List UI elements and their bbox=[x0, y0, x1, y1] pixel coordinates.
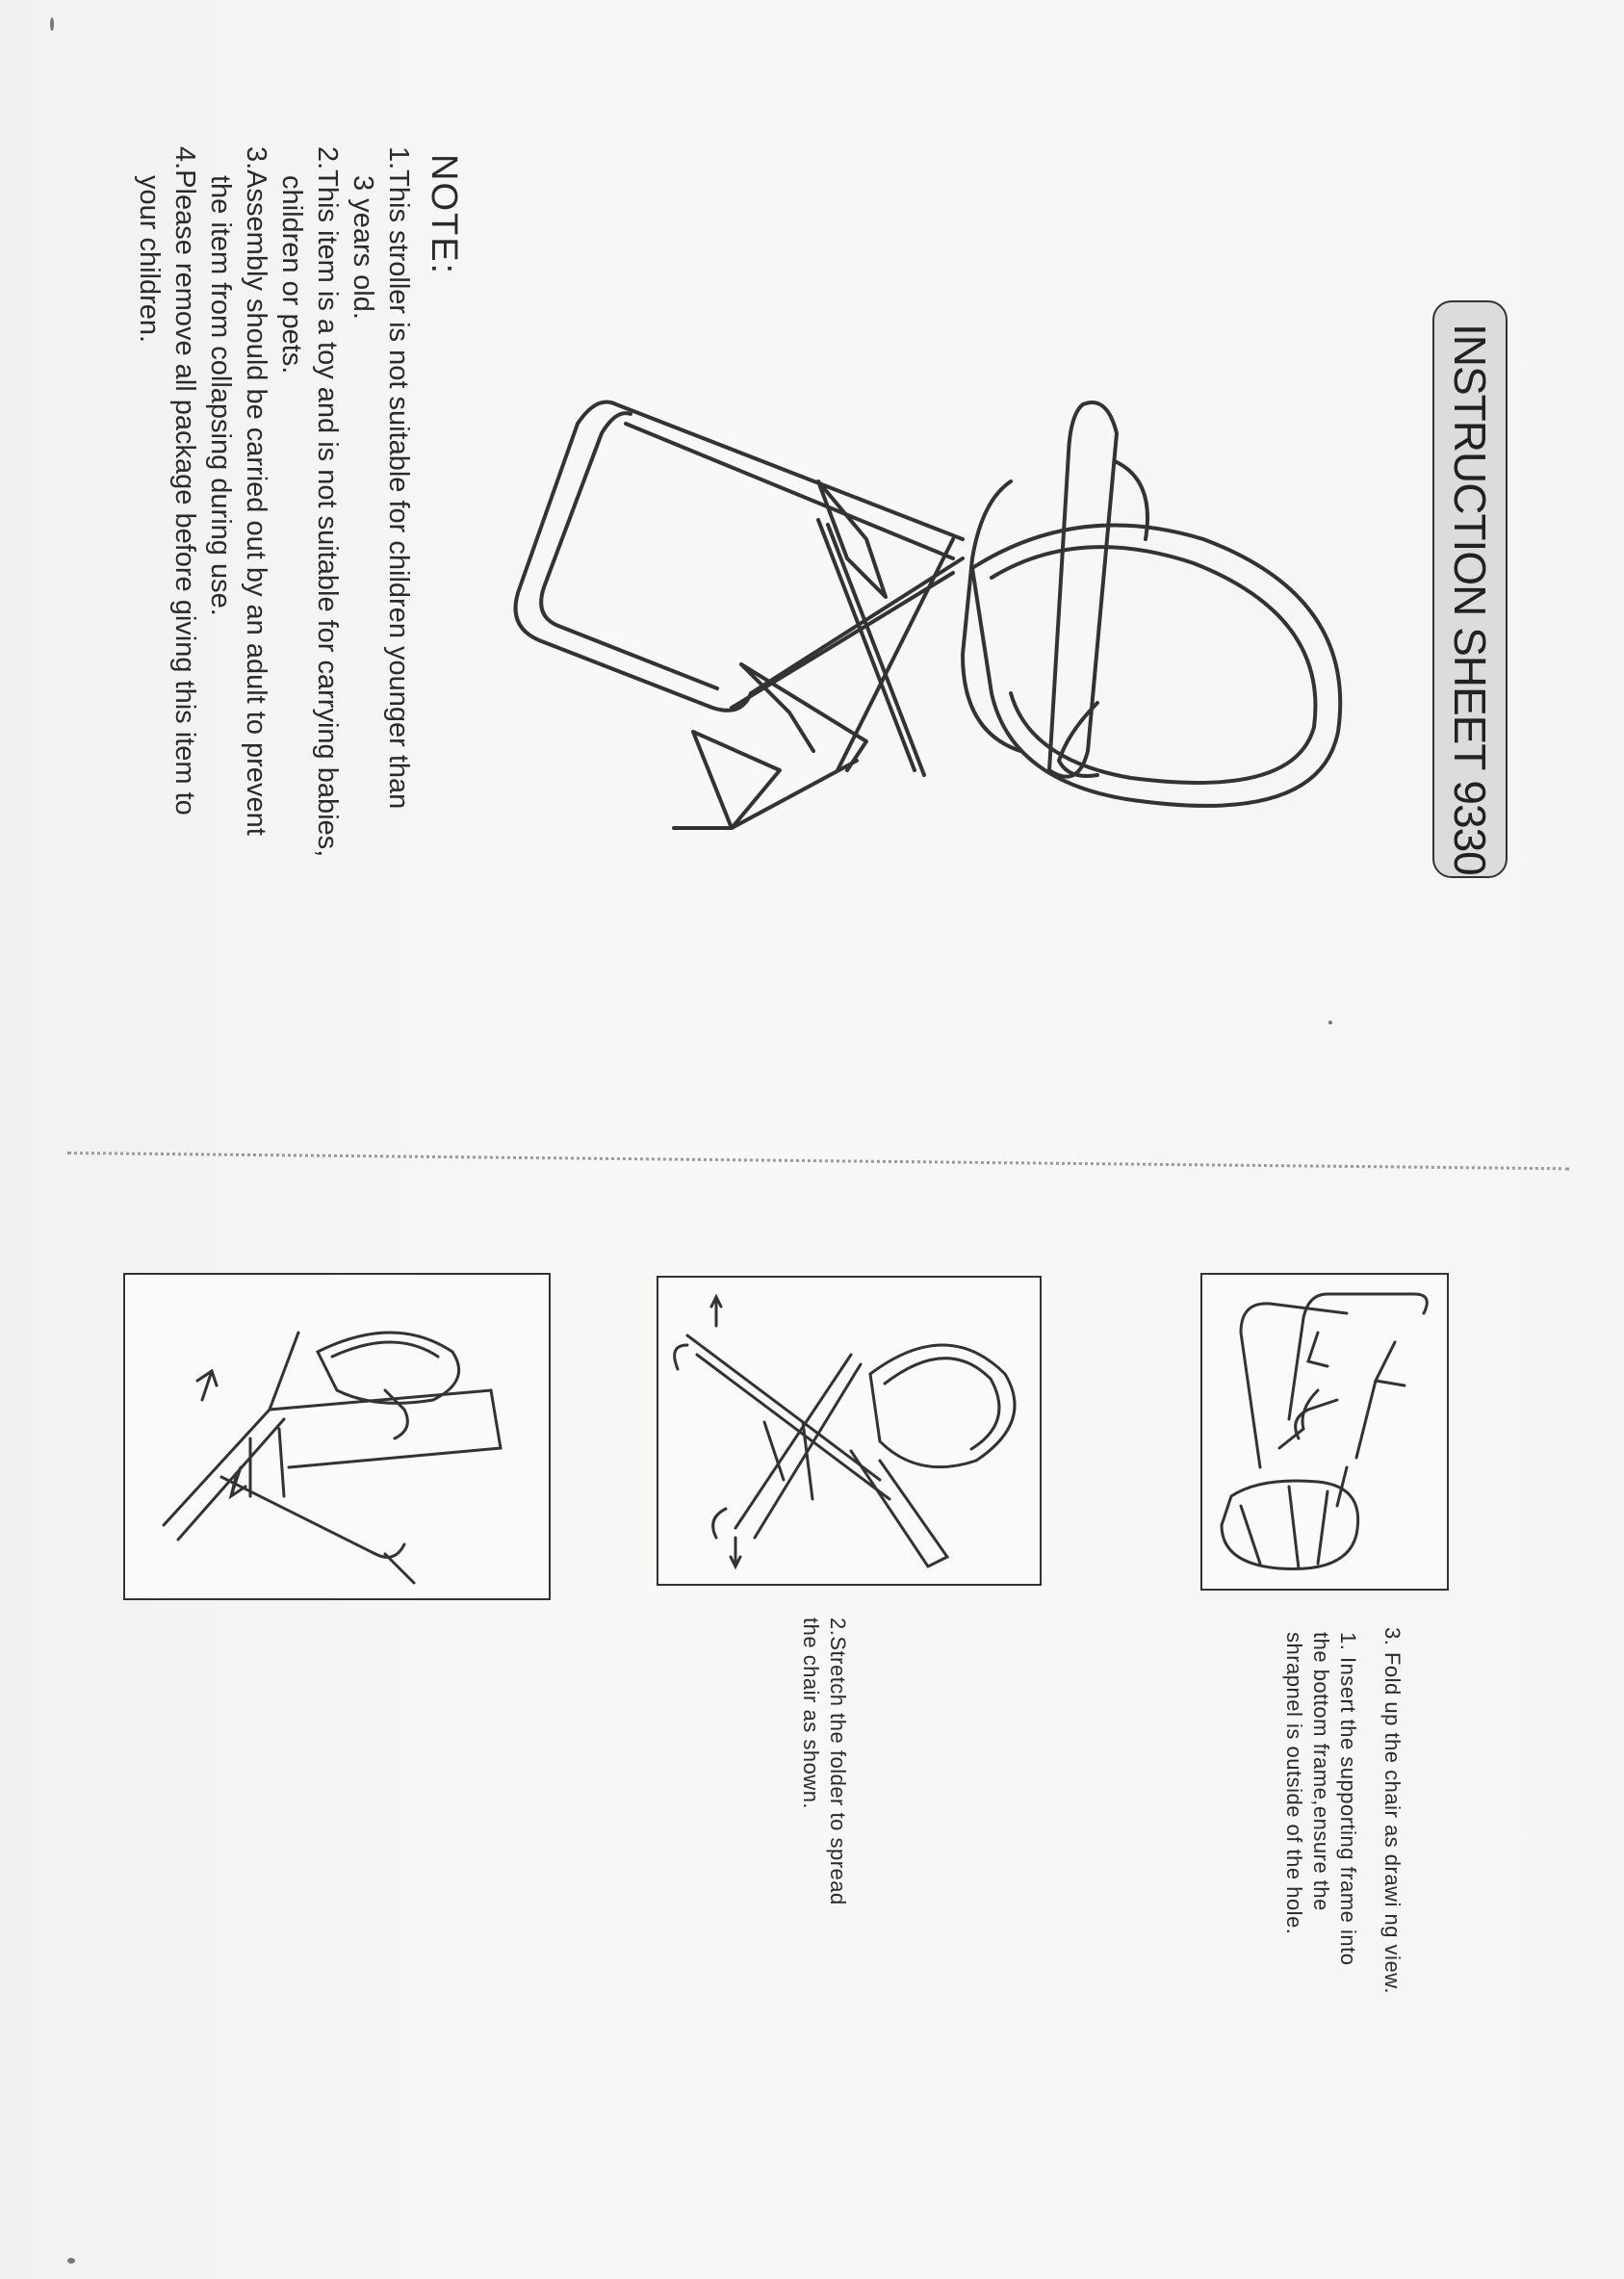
paper-speck bbox=[67, 2258, 75, 2264]
step3-line: 3. Fold up the chair as drawi ng view. bbox=[1380, 1627, 1405, 1994]
note-item: your children. bbox=[134, 175, 165, 344]
note-item: 1.This stroller is not suitable for children younger than bbox=[383, 146, 414, 810]
step1-figure bbox=[1200, 1273, 1449, 1591]
note-item: the item from collapsing during use. bbox=[205, 175, 236, 616]
paper-speck bbox=[50, 17, 54, 31]
note-item: 2.This item is a toy and is not suitable for carrying babies, bbox=[312, 146, 343, 858]
step2-figure bbox=[657, 1276, 1042, 1586]
step3-figure bbox=[123, 1273, 551, 1600]
paper-speck bbox=[1328, 1021, 1332, 1024]
step1-line: 1. Insert the supporting frame into bbox=[1336, 1632, 1360, 1966]
step2-drawing bbox=[658, 1278, 1044, 1588]
note-item: children or pets. bbox=[276, 175, 307, 375]
step1-text bbox=[1280, 1632, 1361, 1965]
step1-drawing bbox=[1202, 1275, 1451, 1593]
note-heading: NOTE: bbox=[424, 154, 464, 276]
step3-text bbox=[1379, 1627, 1405, 1994]
note-item: 4.Please remove all package before giving this item to bbox=[169, 146, 200, 816]
step1-line: the bottom frame,ensure the bbox=[1309, 1632, 1333, 1911]
note-item: 3 years old. bbox=[348, 175, 378, 320]
step2-text bbox=[797, 1618, 851, 1905]
step2-line: the chair as shown. bbox=[799, 1618, 823, 1810]
step1-line: shrapnel is outside of the hole. bbox=[1282, 1632, 1306, 1935]
step3-drawing bbox=[125, 1275, 553, 1602]
note-list bbox=[131, 146, 416, 857]
sheet-title-text: INSTRUCTION SHEET 9330 bbox=[1445, 324, 1495, 875]
note-item: 3.Assembly should be carried out by an adult to prevent bbox=[241, 146, 271, 836]
step2-line: 2.Stretch the folder to spread bbox=[826, 1618, 850, 1905]
